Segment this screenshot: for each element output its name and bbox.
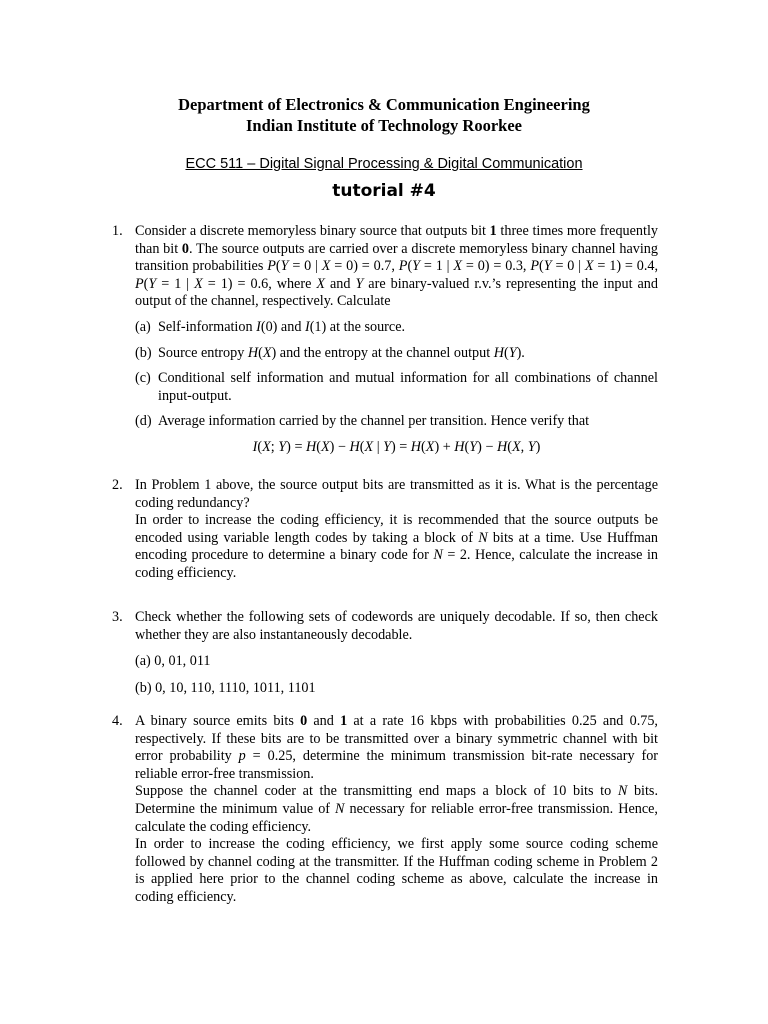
course-title: ECC 511 – Digital Signal Processing & Digital Communication: [185, 156, 583, 172]
department-heading: [0, 94, 768, 136]
subpart-label: (c): [135, 370, 151, 387]
subpart-text: Self-information I(0) and I(1) at the source.: [158, 318, 406, 335]
institute-line: Indian Institute of Technology Roorkee: [246, 116, 522, 135]
problem-paragraph: In order to increase the coding efficiency, it is recommended that the source outputs be encoded using variable length codes by taking a block of N bits at a time. Use Huffman encoding procedure to determine a binary code for N = 2. Hence, calculate the increase in coding efficiency.: [135, 512, 658, 581]
problem-paragraph: In order to increase the coding efficiency, we first apply some source coding scheme followed by channel coding at the transmitter. If the Huffman coding scheme in Problem 2 is applied here prior to the channel coding scheme as above, calculate the increase in coding efficiency.: [135, 836, 658, 905]
subpart-c: [135, 370, 658, 405]
subpart-b: [135, 345, 658, 363]
subpart-label: (a): [135, 318, 151, 335]
problem-text: Check whether the following sets of codewords are uniquely decodable. If so, then check whether they are also instantaneously decodable.: [135, 609, 658, 643]
subpart-text: Conditional self information and mutual information for all combinations of channel input-output.: [158, 370, 658, 404]
department-line: Department of Electronics & Communication Engineering: [178, 95, 590, 114]
problem-number: 1.: [112, 223, 123, 239]
problem-number: 3.: [112, 609, 123, 625]
problem-4: [112, 713, 658, 907]
equation: I(X; Y) = H(X) − H(X | Y) = H(X) + H(Y) − H(X, Y): [252, 438, 541, 455]
codeword-set-a: (a) 0, 01, 011: [135, 653, 211, 670]
codeword-set-b: (b) 0, 10, 110, 1110, 1011, 1101: [135, 679, 316, 696]
problem-paragraph: Suppose the channel coder at the transmitting end maps a block of 10 bits to N bits. Determine the minimum value of N necessary for reliable error-free transmission. Hence, calculate the coding efficiency.: [135, 783, 658, 835]
problem-1: [112, 223, 658, 457]
subpart-text: Source entropy H(X) and the entropy at the channel output H(Y).: [158, 344, 525, 361]
problem-2: [112, 477, 658, 583]
problem-number: 4.: [112, 713, 123, 729]
subpart-label: (b): [135, 344, 152, 361]
problem-paragraph: A binary source emits bits 0 and 1 at a rate 16 kbps with probabilities 0.25 and 0.75, respectively. If these bits are to be transmitted over a binary symmetric channel with bit error probability p = 0.25, determine the minimum transmission bit-rate necessary for reliable error-free transmission.: [135, 713, 659, 782]
subpart-d: [135, 413, 658, 431]
subpart-a: [135, 319, 658, 337]
problem-text: Consider a discrete memoryless binary source that outputs bit 1 three times more frequently than bit 0. The source outputs are carried over a discrete memoryless binary channel having transition probabilities P(Y = 0 | X = 0) = 0.7, P(Y = 1 | X = 0) = 0.3, P(Y = 0 | X = 1) = 0.4, P(Y = 1 | X = 1) = 0.6, where X and Y are binary-valued r.v.’s representing the input and output of the channel, respectively. Calculate: [135, 223, 659, 310]
problem-3: [112, 609, 658, 697]
subpart-text: Average information carried by the channel per transition. Hence verify that: [158, 413, 590, 430]
problem-number: 2.: [112, 477, 123, 493]
tutorial-title: tutorial #4: [332, 181, 436, 201]
subpart-label: (d): [135, 413, 152, 430]
problem-paragraph: In Problem 1 above, the source output bits are transmitted as it is. What is the percentage coding redundancy?: [135, 477, 658, 511]
